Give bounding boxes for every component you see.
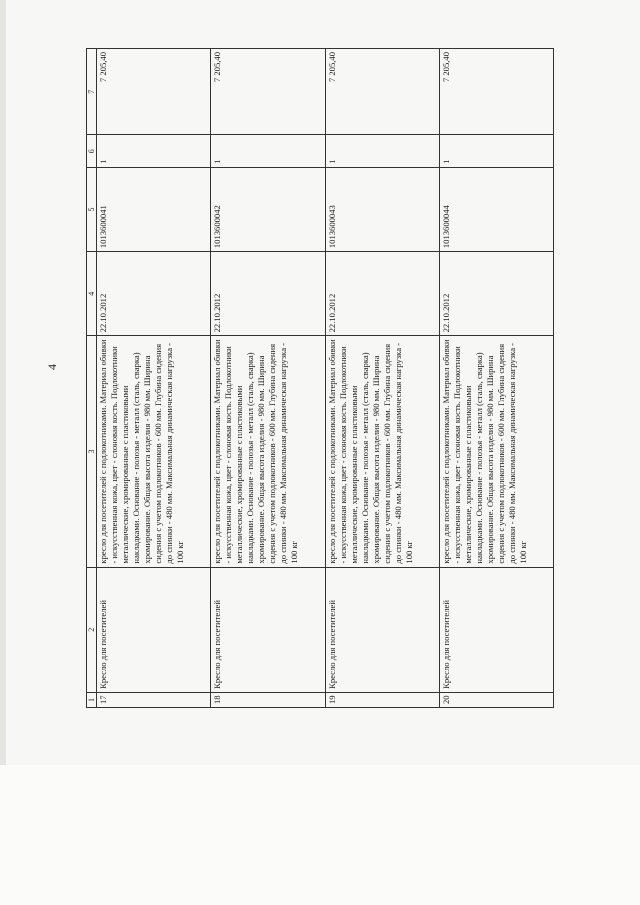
item-description: кресло для посетителей с подлокотниками. Материал обивки - искусственная кожа, цвет - слоновая кость. Подлокотники металлические, хромированные с пластиковыми накладками. Основание - полозья - металл (сталь, сварка) хромирование. Общая высота изделия - 980 мм. Ширина сидения с учетом подлокотников - 600 мм. Глубина сидения до спинки - 480 мм. Максимальная динамическая нагрузка - 100 кг: [211, 336, 325, 567]
row-number: 20: [439, 692, 553, 707]
header-col-6: 6: [87, 135, 97, 167]
table-row: [211, 49, 325, 708]
inventory-number: 1013600042: [211, 167, 325, 251]
acquisition-date: 22.10.2012: [97, 252, 211, 336]
inventory-number: 1013600041: [97, 167, 211, 251]
quantity: 1: [211, 135, 325, 167]
acquisition-date: 22.10.2012: [211, 252, 325, 336]
quantity: 1: [97, 135, 211, 167]
asset-table: [86, 48, 554, 708]
amount: 7 205,40: [325, 49, 439, 135]
asset-table-container: [86, 48, 554, 708]
item-description: кресло для посетителей с подлокотниками. Материал обивки - искусственная кожа, цвет - слоновая кость. Подлокотники металлические, хромированные с пластиковыми накладками. Основание - полозья - металл (сталь, сварка) хромирование. Общая высота изделия - 980 мм. Ширина сидения с учетом подлокотников - 600 мм. Глубина сидения до спинки - 480 мм. Максимальная динамическая нагрузка - 100 кг: [325, 336, 439, 567]
quantity: 1: [325, 135, 439, 167]
table-row: [439, 49, 553, 708]
acquisition-date: 22.10.2012: [439, 252, 553, 336]
row-number: 17: [97, 692, 211, 707]
header-col-5: 5: [87, 167, 97, 251]
acquisition-date: 22.10.2012: [325, 252, 439, 336]
header-col-1: 1: [87, 692, 97, 707]
row-number: 18: [211, 692, 325, 707]
row-number: 19: [325, 692, 439, 707]
amount: 7 205,40: [211, 49, 325, 135]
item-name: Кресло для посетителей: [439, 567, 553, 692]
table-row: [97, 49, 211, 708]
page-margin: [0, 765, 640, 905]
item-description: кресло для посетителей с подлокотниками. Материал обивки - искусственная кожа, цвет - слоновая кость. Подлокотники металлические, хромированные с пластиковыми накладками. Основание - полозья - металл (сталь, сварка) хромирование. Общая высота изделия - 980 мм. Ширина сидения с учетом подлокотников - 600 мм. Глубина сидения до спинки - 480 мм. Максимальная динамическая нагрузка - 100 кг: [97, 336, 211, 567]
header-col-2: 2: [87, 567, 97, 692]
quantity: 1: [439, 135, 553, 167]
header-col-7: 7: [87, 49, 97, 135]
item-name: Кресло для посетителей: [97, 567, 211, 692]
table-row: [325, 49, 439, 708]
item-name: Кресло для посетителей: [325, 567, 439, 692]
inventory-number: 1013600044: [439, 167, 553, 251]
item-description: кресло для посетителей с подлокотниками. Материал обивки - искусственная кожа, цвет - слоновая кость. Подлокотники металлические, хромированные с пластиковыми накладками. Основание - полозья - металл (сталь, сварка) хромирование. Общая высота изделия - 980 мм. Ширина сидения с учетом подлокотников - 600 мм. Глубина сидения до спинки - 480 мм. Максимальная динамическая нагрузка - 100 кг: [439, 336, 553, 567]
amount: 7 205,40: [439, 49, 553, 135]
inventory-number: 1013600043: [325, 167, 439, 251]
header-col-3: 3: [87, 336, 97, 567]
table-header-row: [87, 49, 97, 708]
item-name: Кресло для посетителей: [211, 567, 325, 692]
amount: 7 205,40: [97, 49, 211, 135]
page-number: 4: [45, 364, 59, 370]
header-col-4: 4: [87, 252, 97, 336]
